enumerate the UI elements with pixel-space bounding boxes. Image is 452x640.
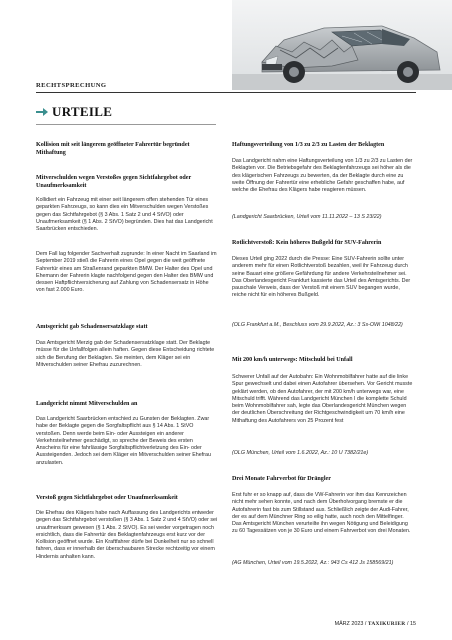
title-row — [36, 104, 112, 120]
subheading: Mitverschulden wegen Verstoßes gegen Sichtfahrgebot oder Unaufmerksamkeit — [36, 175, 192, 190]
page-number: 15 — [410, 621, 416, 627]
car-wreck-illustration — [232, 0, 452, 90]
subheading: Amtsgericht gab Schadensersatzklage statt — [36, 324, 148, 330]
crashed-car-photo — [232, 0, 452, 90]
subheading: Landgericht nimmt Mitverschulden an — [36, 401, 138, 407]
issue-date: MÄRZ 2023 — [334, 621, 364, 627]
section-label: RECHTSPRECHUNG — [36, 82, 107, 89]
body-paragraph: Dieses Urteil ging 2022 durch die Presse: Eine SUV-Fahrerin sollte unter anderem mehr für einen Rotlichtverstoß bezahlen, weil ihr Fahrzeug durch seine Bauart eine größere Gefährdung für andere Verkehrsteilnehmer sei. Das Oberlandesgericht Frankfurt kassierte das Urteil des Amtsgerichts. Der pauschale Verweis, dass der Verstoß mit einem SUV begangen wurde, reiche nicht für ein höheres Bußgeld. — [232, 256, 411, 299]
body-paragraph: Das Amtsgericht Merzig gab der Schadensersatzklage statt. Der Beklagte müsse für die Unfallfolgen allein haften. Gegen diese Entscheidung richtete sich die Berufung der Beklagten. Sie meinten, dem Kläger sei ein Mitverschulden seiner Ehefrau zuzurechnen. — [36, 340, 215, 368]
arrow-right-icon — [36, 107, 48, 117]
body-paragraph: Dem Fall lag folgender Sachverhalt zugrunde: In einer Nacht im Saarland im September 2019 stieß die Fahrerin eines Opel gegen die weit geöffnete Fahrertür eines am Straßenrand geparkten BMW. Der Halter des Opel und Ehemann der Fahrerin klagte nachfolgend gegen den Halter des BMW und dessen Haftpflichtversicherung auf Zahlung von Schadensersatz in Höhe von fast 2.000 Euro. — [36, 251, 217, 294]
citation: (OLG Frankfurt a.M., Beschluss vom 29.9.2022, Az.: 3 Ss-OWi 1048/22) — [232, 322, 403, 328]
body-paragraph: Die Ehefrau des Klägers habe nach Auffassung des Landgerichts entweder gegen das Sichtfahrgebot verstoßen (§ 3 Abs. 1 Satz 2 und 4 StVO) oder sei unaufmerksam gewesen (§ 1 Abs. 2 StVO). Es sei weder vorgetragen noch ersichtlich, dass die Fahrertür des Beklagtenfahrzeugs erst kurz vor der Kollision geöffnet wurde. Ein Kraftfahrer dürfe bei Dunkelheit nur so schnell fahren, dass er innerhalb der überschaubaren Strecke rechtzeitig vor einem Hindernis anhalten kann. — [36, 510, 218, 560]
body-paragraph: Kollidiert ein Fahrzeug mit einer seit längerem offen stehenden Tür eines geparkten Fahrzeugs, so kann dies ein Mitverschulden wegen Verstoßes gegen das Sichtfahrgebot (§ 3 Abs. 1 Satz 2 und 4 StVO) oder Unaufmerksamkeit (§ 1 Abs. 2 StVO) begründen. Dies hat das Landgericht Saarbrücken entschieden. — [36, 197, 213, 232]
page-title: URTEILE — [52, 104, 113, 119]
article-heading: Mit 200 km/h unterwegs: Mitschuld bei Unfall — [232, 357, 353, 363]
article-heading: Kollision mit seit längerem geöffneter Fahrertür begründet Mithaftung — [36, 142, 190, 157]
body-paragraph: Erst fuhr er so knapp auf, dass die VW-Fahrerin vor ihm das Kennzeichen nicht mehr sehen konnte, und nach dem Überholvorgang bremste er die Autofahrerin fast bis zum Stillstand aus. Schließlich zeigte der Audi-Fahrer, der es auf dem Münchner Ring so eilig hatte, auch noch den Mittelfinger. Das Amtsgericht München verurteilte ihn wegen Nötigung und Beleidigung zu 60 Tagessätzen von je 30 Euro und einem Fahrverbot von drei Monaten. — [232, 492, 411, 535]
article-heading: Rotlichtverstoß: Kein höheres Bußgeld für SUV-Fahrerin — [232, 240, 382, 246]
body-paragraph: Das Landgericht nahm eine Haftungsverteilung von 1/3 zu 2/3 zu Lasten der Beklagten vor. Die Betriebsgefahr des Beklagtenfahrzeugs sei höher als die des klägerischen Fahrzeugs zu bewerten, da der Beklagte durch eine zu weite Öffnung der Fahrertür eine erhebliche Gefahr geschaffen habe, auf welche die Ehefrau des Klägers habe reagieren müssen. — [232, 158, 413, 193]
body-paragraph: Schwerer Unfall auf der Autobahn: Ein Wohnmobilfahrer hatte auf die linke Spur gewechselt und dabei einen Autofahrer übersehen. Vor Gericht musste geklärt werden, ob den Autofahrer, der mit 200 km/h unterwegs war, eine Mitschuld trifft. Während das Landgericht München I die komplette Schuld beim Wohnmobilfahrer sah, legte das Oberlandesgericht München wegen der deutlichen Überschreitung der Richtgeschwindigkeit um 70 km/h eine Mithaftung des Autofahrers von 25 Prozent fest — [232, 374, 413, 424]
citation: (Landgericht Saarbrücken, Urteil vom 11.11.2022 – 13 S 23/22) — [232, 214, 382, 220]
article-heading: Drei Monate Fahrverbot für Drängler — [232, 476, 331, 482]
subheading: Verstoß gegen Sichtfahrgebot oder Unaufmerksamkeit — [36, 495, 178, 501]
title-divider — [36, 124, 216, 125]
citation: (AG München, Urteil vom 19.5.2022, Az.: 943 Cs 412 Js 158569/21) — [232, 560, 394, 566]
subheading: Haftungsverteilung von 1/3 zu 2/3 zu Lasten der Beklagten — [232, 142, 385, 148]
citation: (OLG München, Urteil vom 1.6.2022, Az.: 10 U 7382/21e) — [232, 450, 369, 456]
body-paragraph: Das Landgericht Saarbrücken entschied zu Gunsten der Beklagten. Zwar habe der Beklagte gegen die Sorgfaltspflicht aus § 14 Abs. 1 StVO verstoßen. Denn werde beim Ein- oder Aussteigen ein anderer Verkehrsteilnehmer geschädigt, so spreche der Beweis des ersten Anscheins für eine fahrlässige Sorgfaltspflichtverletzung des Ein- oder Aussteigenden. Jedoch sei dem Kläger ein Mitverschulden seiner Ehefrau anzulasten. — [36, 416, 211, 466]
top-divider — [36, 92, 416, 93]
page-footer: MÄRZ 2023 / TAXIKURIER / 15 — [334, 621, 416, 627]
magazine-name: TAXIKURIER — [367, 621, 406, 627]
